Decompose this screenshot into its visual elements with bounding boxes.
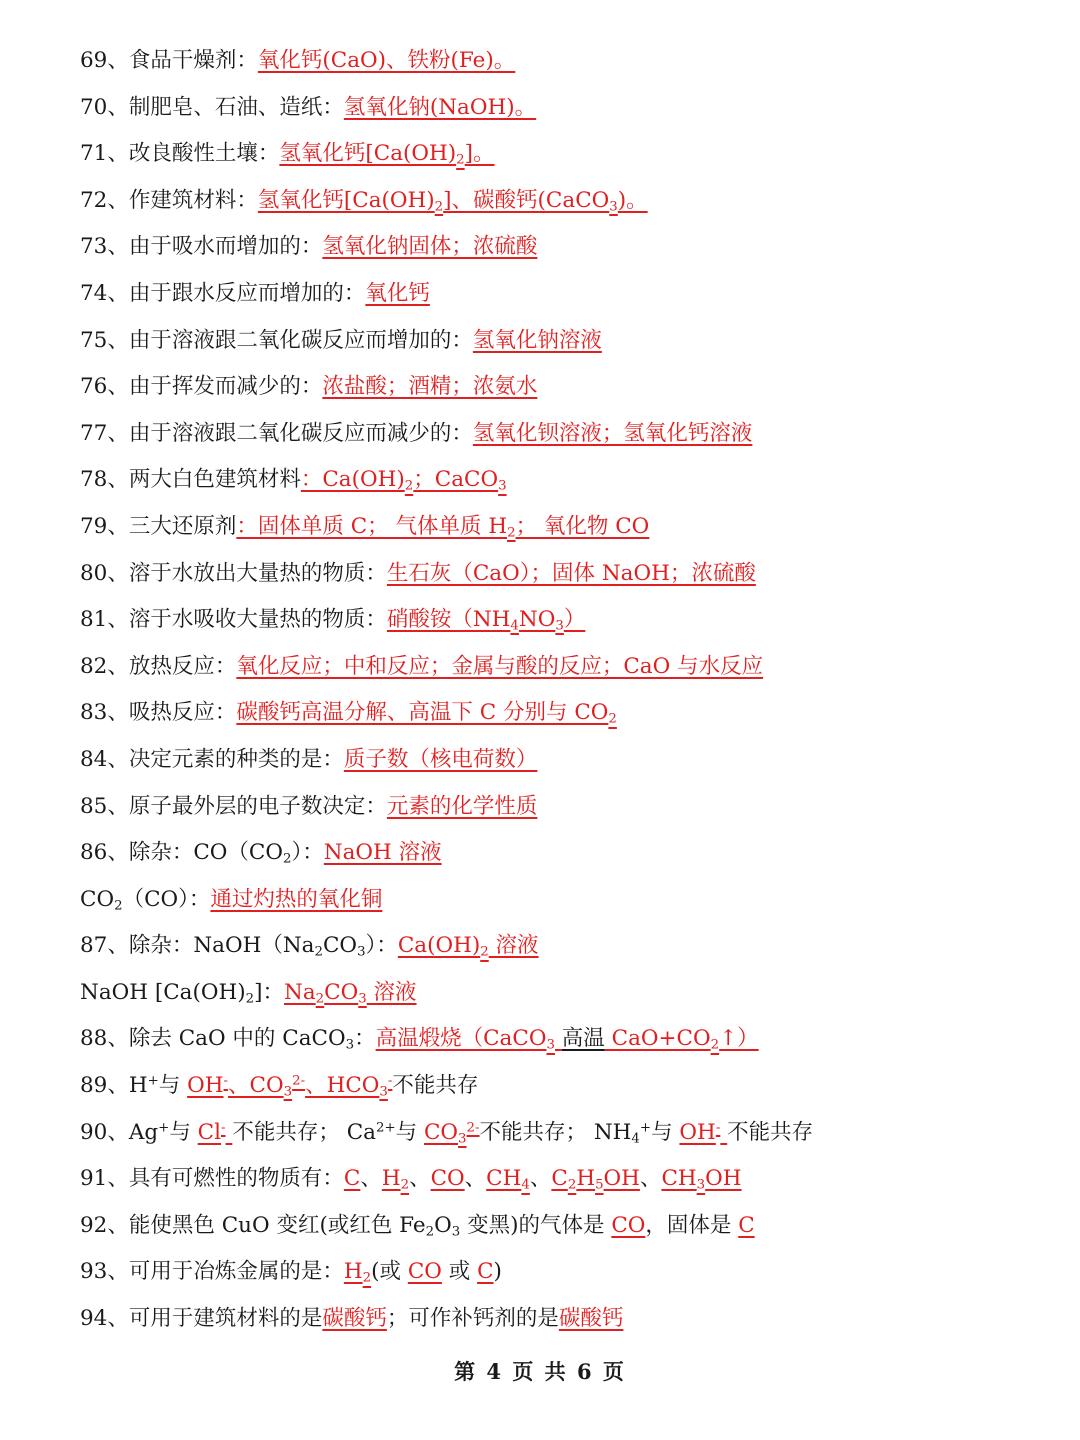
answer-text: 2 — [608, 711, 617, 727]
question-text: 92、能使黑色 CuO 变红(或红色 Fe — [80, 1212, 426, 1238]
question-text: 84、决定元素的种类的是： — [80, 746, 344, 772]
question-text: 87、除杂：NaOH（Na — [80, 933, 315, 959]
question-text: 与 — [169, 1119, 198, 1145]
answer-text: Ca(OH) — [397, 933, 481, 959]
answer-text: 2 — [404, 478, 414, 494]
answer-text: 质子数（核电荷数） — [343, 746, 538, 772]
list-item-87 — [0, 923, 1080, 970]
list-item-74 — [0, 271, 1080, 318]
answer-text: 3 — [696, 1177, 706, 1193]
list-item-91 — [0, 1156, 1080, 1203]
answer-text: NO — [518, 607, 556, 633]
list-item-80 — [0, 551, 1080, 598]
question-text: 不能共存； NH — [479, 1119, 632, 1145]
answer-text: CH — [661, 1166, 697, 1192]
answer-text: ） — [563, 607, 586, 633]
answer-text: 氢氧化钠固体；浓硫酸 — [322, 234, 538, 260]
answer-text: - — [223, 1073, 229, 1089]
question-text: 86、除杂：CO（CO — [80, 840, 284, 866]
answer-text: 2- — [466, 1120, 480, 1136]
list-item-85 — [0, 784, 1080, 831]
question-text: 75、由于溶液跟二氧化碳反应而增加的： — [80, 327, 473, 353]
question-text: 、 — [409, 1166, 431, 1192]
answer-text: 、HCO — [305, 1073, 380, 1099]
answer-text: ]。 — [464, 141, 495, 167]
list-item-76 — [0, 364, 1080, 411]
question-text: 不能共存 — [392, 1073, 479, 1099]
answer-text: ]、碳酸钙(CaCO — [443, 187, 610, 213]
answer-text — [555, 1026, 562, 1051]
answer-text: 3 — [555, 618, 564, 634]
answer-text: 氧化钙 — [365, 280, 430, 306]
answer-text: 2 — [507, 525, 516, 541]
answer-text: 3 — [358, 991, 367, 1007]
list-item-84 — [0, 737, 1080, 784]
page-footer: 第 4 页 共 6 页 — [454, 1359, 626, 1384]
answer-text: Na — [284, 979, 316, 1005]
answer-text: H — [576, 1166, 596, 1192]
answer-text: CO — [611, 1212, 646, 1238]
answer-text: 生石灰（CaO）；固体 NaOH；浓硫酸 — [386, 560, 756, 586]
answer-text: NaOH 溶液 — [323, 840, 442, 866]
item-list — [0, 38, 1080, 1343]
question-text: (或 — [371, 1259, 408, 1285]
question-text: 78、两大白色建筑材料 — [80, 467, 301, 493]
answer-text: H — [343, 1259, 363, 1285]
question-text: 、 — [360, 1166, 382, 1192]
answer-text: 3 — [458, 1130, 467, 1146]
question-text: ，固体是 — [645, 1212, 739, 1238]
answer-text: ↑） — [719, 1026, 759, 1052]
question-text: 2 — [114, 898, 123, 914]
answer-text: 高温煅烧（CaCO — [375, 1026, 547, 1052]
answer-text: 2 — [456, 152, 465, 168]
question-text: 77、由于溶液跟二氧化碳反应而减少的： — [80, 420, 473, 446]
answer-text: Cl — [197, 1119, 221, 1145]
answer-text: C — [477, 1259, 494, 1285]
question-text: 不能共存； Ca — [232, 1119, 376, 1145]
answer-text: CH — [486, 1166, 522, 1192]
question-text: 76、由于挥发而减少的： — [80, 374, 323, 400]
list-item-81 — [0, 597, 1080, 644]
question-text: 3 — [451, 1224, 461, 1240]
question-text: ；可作补钙剂的是 — [386, 1306, 559, 1332]
answer-text: 氢氧化钡溶液；氢氧化钙溶液 — [472, 420, 753, 446]
answer-text: CO — [430, 1166, 465, 1192]
answer-text: OH — [679, 1119, 716, 1145]
answer-text: H — [381, 1166, 401, 1192]
answer-text: 高温 — [561, 1026, 605, 1052]
question-text: ) — [493, 1259, 502, 1285]
question-text: 2 — [314, 944, 323, 960]
answer-text: 氧化钙(CaO)、铁粉(Fe)。 — [257, 48, 516, 73]
answer-text: 4 — [510, 618, 519, 634]
answer-text: CaO+CO — [604, 1026, 711, 1052]
question-text: 与 — [651, 1119, 680, 1145]
list-item-82 — [0, 644, 1080, 691]
answer-text: 氢氧化钙[Ca(OH) — [257, 187, 435, 213]
answer-text: 溶液 — [366, 979, 417, 1005]
question-text: ： — [354, 1026, 376, 1052]
question-text: 不能共存 — [727, 1119, 814, 1145]
list-item-86b — [0, 877, 1080, 924]
question-text: NaOH [Ca(OH) — [80, 979, 246, 1005]
answer-text: - — [221, 1120, 226, 1136]
question-text: 80、溶于水放出大量热的物质： — [80, 560, 387, 586]
answer-text: CO — [407, 1259, 442, 1285]
answer-text: C — [343, 1166, 361, 1192]
list-item-87b — [0, 970, 1080, 1017]
answer-text: 2 — [400, 1177, 410, 1193]
question-text: 2 — [245, 991, 255, 1007]
question-text: 81、溶于水吸收大量热的物质： — [80, 607, 387, 633]
answer-text: ：Ca(OH) — [300, 467, 405, 493]
question-text: 73、由于吸水而增加的： — [80, 234, 323, 260]
question-text: 69、食品干燥剂： — [80, 48, 258, 73]
answer-text: 碳酸钙 — [322, 1306, 387, 1332]
answer-text: 碳酸钙 — [558, 1306, 624, 1332]
question-text: 71、改良酸性土壤： — [80, 141, 280, 167]
question-text: ]： — [254, 979, 285, 1005]
answer-text: 通过灼热的氧化铜 — [210, 886, 383, 912]
answer-text: 3 — [283, 1084, 293, 1100]
question-text: 与 — [395, 1119, 424, 1145]
list-item-78 — [0, 457, 1080, 504]
question-text: 、 — [529, 1166, 552, 1192]
question-text: 与 — [158, 1073, 188, 1099]
answer-text: 4 — [521, 1177, 530, 1193]
question-text: 89、H — [80, 1073, 148, 1099]
answer-text: 3 — [546, 1037, 555, 1053]
answer-text: 、CO — [228, 1073, 284, 1099]
question-text: 85、原子最外层的电子数决定： — [80, 793, 387, 819]
question-text: + — [639, 1120, 652, 1136]
question-text: 2+ — [375, 1120, 396, 1136]
answer-text: 2 — [480, 944, 489, 960]
answer-text: 2- — [292, 1073, 306, 1089]
list-item-92 — [0, 1203, 1080, 1250]
answer-text: 浓盐酸；酒精；浓氨水 — [322, 374, 538, 400]
answer-text: 3 — [379, 1084, 388, 1100]
list-item-93 — [0, 1249, 1080, 1296]
answer-text: 溶液 — [488, 933, 539, 959]
question-text: 、 — [464, 1166, 487, 1192]
answer-text: ；CaCO — [413, 467, 499, 493]
question-text: 变黑)的气体是 — [460, 1212, 612, 1238]
question-text: 94、可用于建筑材料的是 — [80, 1306, 323, 1332]
list-item-88 — [0, 1016, 1080, 1063]
answer-text: )。 — [617, 187, 648, 213]
question-text: 93、可用于冶炼金属的是： — [80, 1259, 344, 1285]
list-item-70 — [0, 85, 1080, 132]
question-text: 3 — [345, 1037, 355, 1053]
answer-text: 硝酸铵（NH — [386, 607, 511, 633]
list-item-90 — [0, 1110, 1080, 1157]
list-item-73 — [0, 224, 1080, 271]
question-text: 74、由于跟水反应而增加的： — [80, 280, 366, 306]
answer-text: 氢氧化钙[Ca(OH) — [279, 141, 457, 167]
answer-text: CO — [423, 1119, 459, 1145]
question-text: 3 — [357, 944, 366, 960]
answer-text: 2 — [362, 1270, 372, 1286]
question-text: 79、三大还原剂 — [80, 513, 237, 539]
answer-text: OH — [603, 1166, 640, 1192]
answer-text: 氢氧化钠溶液 — [472, 327, 602, 353]
question-text: 、 — [639, 1166, 662, 1192]
list-item-86 — [0, 830, 1080, 877]
answer-text: 5 — [595, 1177, 604, 1193]
question-text: 70、制肥皂、石油、造纸： — [80, 94, 344, 120]
answer-text: C — [551, 1166, 568, 1192]
answer-text: 氢氧化钠(NaOH)。 — [343, 94, 537, 120]
answer-text: 3 — [498, 478, 507, 494]
list-item-89 — [0, 1063, 1080, 1110]
answer-text: 2 — [315, 991, 325, 1007]
answer-text: ：固体单质 C； 气体单质 H — [236, 513, 508, 539]
question-text: 83、吸热反应： — [80, 700, 237, 726]
question-text: 4 — [631, 1130, 640, 1146]
question-text: 88、除去 CaO 中的 CaCO — [80, 1026, 346, 1052]
list-item-71 — [0, 131, 1080, 178]
list-item-77 — [0, 411, 1080, 458]
answer-text: C — [738, 1212, 755, 1238]
question-text: 或 — [441, 1259, 478, 1285]
answer-text: 氧化反应；中和反应；金属与酸的反应；CaO 与水反应 — [236, 653, 764, 679]
question-text: + — [147, 1073, 159, 1089]
answer-text: OH — [187, 1073, 224, 1099]
question-text: ）： — [365, 933, 398, 959]
question-text: ）： — [291, 840, 324, 866]
list-item-75 — [0, 318, 1080, 365]
answer-text: CO — [324, 979, 359, 1005]
list-item-69 — [0, 38, 1080, 85]
list-item-79 — [0, 504, 1080, 551]
answer-text: - — [387, 1073, 393, 1089]
list-item-83 — [0, 690, 1080, 737]
answer-text: 3 — [609, 199, 618, 215]
question-text: CO — [322, 933, 358, 959]
question-text: O — [434, 1212, 452, 1238]
list-item-72 — [0, 178, 1080, 225]
question-text: CO — [80, 886, 115, 912]
question-text: （CO）： — [122, 886, 211, 912]
list-item-94 — [0, 1296, 1080, 1343]
question-text: 90、Ag — [80, 1119, 159, 1145]
answer-text: 2 — [434, 199, 444, 215]
answer-text: 2 — [567, 1177, 577, 1193]
question-text: 2 — [425, 1224, 435, 1240]
answer-text: - — [715, 1120, 721, 1136]
question-text: 82、放热反应： — [80, 653, 237, 679]
answer-text: 碳酸钙高温分解、高温下 C 分别与 CO — [236, 700, 609, 726]
answer-text: 元素的化学性质 — [386, 793, 538, 819]
question-text: 2 — [283, 851, 292, 867]
answer-text: OH — [705, 1166, 742, 1192]
answer-text: 2 — [710, 1037, 720, 1053]
answer-text: ； 氧化物 CO — [515, 513, 650, 539]
question-text: 72、作建筑材料： — [80, 187, 258, 213]
question-text: 91、具有可燃性的物质有： — [80, 1166, 344, 1192]
question-text: + — [158, 1120, 170, 1136]
